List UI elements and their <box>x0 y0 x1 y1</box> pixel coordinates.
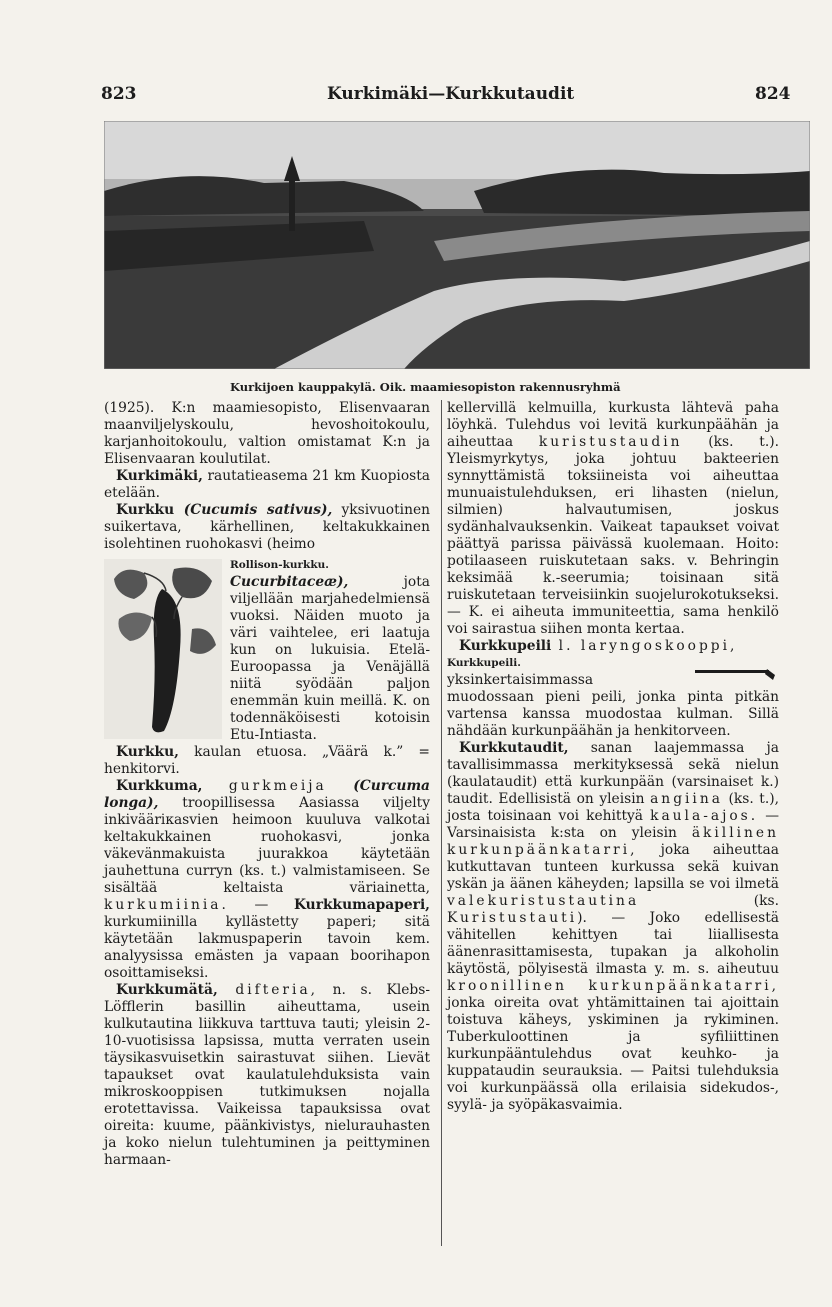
spaced-term: Kuristustauti <box>447 910 578 926</box>
running-title: Kurkimäki—Kurkkutaudit <box>327 84 575 104</box>
column-rule <box>441 400 442 1246</box>
spaced-term: valekuristustautina <box>447 893 640 909</box>
entry-text: troopillisessa Aasiassa viljelty inkivääriкasvien heimoon kuuluva valkotai keltakukkainen ruohokasvi, jonka väkevänmakuista juurakkoa käytetään jauhettuna curryn (ks. t.) valmistamiseen. Se sisältää keltaista väriainetta, <box>104 795 430 896</box>
entry-text: yksinkertaisimmassa muodossaan pieni peili, jonka pinta pitkän vartensa kanssa muodostaa kulman. Sillä nähdään kurkunpäähän ja henkitorveen. <box>447 672 779 739</box>
entry-headword: Kurkkupeili <box>459 638 552 654</box>
left-column <box>104 400 430 1169</box>
entry-kurkkutaudit <box>447 740 779 1114</box>
entry-text: kurkumiinilla kyllästetty paperi; sitä käytetään lakmuspaperin tavoin kem. analyysissa emästen ja vapaan boorihapon osoittamiseksi. <box>104 914 430 981</box>
entry-text: ). — Joko edellisestä vähitellen kehittyen tai liiallisesta äänenrasittamisesta, tupakan ja alkoholin käytöstä, pölyisestä ilmasta y. m. s. aiheutuu <box>447 910 779 977</box>
spaced-term: l. laryngoskooppi, <box>551 638 738 654</box>
spaced-term: kurkumiinia. <box>104 897 229 913</box>
entry-text: jota viljellään marjahedelmiensä vuoksi. Näiden muoto ja väri vaihtelee, eri laatuja kun on lukuisia. Etelä-Euroopassa ja Venäjällä niitä syödään paljon enemmän kuin meillä. K. on todennäköisesti kotoisin Etu-Intiasta. <box>230 574 430 743</box>
entry-text: yksivuotinen suikertava, kärhellinen, keltakukkainen isolehtinen ruohokasvi (heimo <box>104 502 431 552</box>
right-column <box>447 400 779 1114</box>
spaced-term: gurkmeija <box>202 778 354 794</box>
cucumber-figure <box>104 559 222 739</box>
village-photograph <box>104 121 810 369</box>
laryngoscope-illustration <box>695 667 779 681</box>
entry-kurkkupeili <box>447 638 779 655</box>
entry-headword: Kurkku <box>116 502 175 518</box>
entry-headword: Kurkku, <box>116 744 179 760</box>
cucumber-illustration <box>104 559 222 739</box>
entry-kurkku-2 <box>104 744 430 778</box>
entry-kurkku <box>104 502 430 553</box>
entry-text: (ks. t.). Yleismyrkytys, joka johtuu bakteerien synnyttämistä toksiineista voi aiheuttaa munuaistulehduksen, eri lihasten (nielun, silmien) halvautumisen, joskus sydänhalvauksenkin. Vaikeat tapaukset voivat päättyä parissa päivässä kuolemaan. Hoito: potilaaseen ruiskutetaan saks. v. Behringin keksimää k.-seerumia; toisinaan sitä ruiskutetaan terveisiinkin suojelurokotukseksi. — K. ei aiheuta immuniteettia, sama henkilö voi sairastua siihen monta kertaa. <box>447 434 779 637</box>
entry-headword: Kurkkutaudit, <box>459 740 569 756</box>
page-number-right: 824 <box>755 84 791 104</box>
entry-text: sanan laajemmassa ja tavallisimmassa merkityksessä sekä nielun (kaulataudit) että kurkunpään (varsinaiset k.) taudit. Edellisistä on yleisin <box>447 740 779 807</box>
entry-text: (ks. <box>639 893 779 909</box>
spaced-term: kuristustaudin <box>538 434 683 450</box>
entry-headword: Kurkimäki, <box>116 468 203 484</box>
entry-kurkkumata <box>104 982 430 1169</box>
entry-text: jonka oireita ovat yhtämittainen tai ajoittain toistuva käheys, yskiminen ja rykiminen. Tuberkuloottinen ja syfiliittinen kurkunpääntulehdus ovat keuhko- ja kuppataudin seurauksia. — Paitsi tulehduksia voi kurkunpäässä olla erilaisia sidekudos-, syylä- ja syöpäkasvaimia. <box>447 995 779 1113</box>
spaced-term: kroonillinen kurkunpäänkatarri, <box>447 978 779 994</box>
figure-caption: Kurkkupeili. <box>447 657 521 669</box>
entry-text: joka aiheuttaa kutkuttavan tunteen kurkussa sekä kuivan yskän ja äänen käheyden; lapsilla se voi ilmetä <box>447 842 779 892</box>
entry-headword: Kurkkumapaperi, <box>293 897 430 913</box>
paragraph: (1925). K:n maamiesopisto, Elisenvaaran maanviljelyskoulu, hevoshoitokoulu, karjanhoitokoulu, valtion omistamat K:n ja Elisenvaaran koulutilat. <box>104 400 430 467</box>
page-number-left: 823 <box>101 84 137 104</box>
photo-caption: Kurkijoen kauppakylä. Oik. maamiesopiston rakennusryhmä <box>230 380 621 394</box>
entry-kurkimaki <box>104 468 430 502</box>
latin-name: (Cucumis sativus), <box>174 502 333 518</box>
figure-caption: Rollison-kurkku. <box>230 559 329 571</box>
entry-text: n. s. Klebs-Löfflerin basillin aiheuttama, usein kulkutautina liikkuva tarttuva tauti; yleisin 2-10-vuotisissa lapsissa, mutta verraten usein täysikasvuisetkin sairastuvat siihen. Lievät tapaukset ovat kaulatulehduksista vain mikroskooppisen tutkimuksen nojalla erotettavissa. Vaikeissa tapauksissa ovat oireita: kuume, päänkivistys, nielurauhasten ja koko nielun tulehtuminen ja peittyminen harmaan- <box>104 982 430 1168</box>
entry-text: (ks. t.), josta toisinaan voi kehittyä <box>447 791 779 824</box>
entry-kurkkuma <box>104 778 430 982</box>
spaced-term: kaula-ajos. <box>650 808 759 824</box>
spaced-term: difteria, <box>217 982 319 998</box>
paragraph <box>447 400 779 638</box>
entry-headword: Kurkkuma, <box>116 778 203 794</box>
entry-text: — <box>228 897 294 913</box>
entry-text: kellervillä kelmuilla, kurkusta lähtevä paha löyhkä. Tulehdus voi levitä kurkunpäähän ja aiheuttaa <box>447 400 779 450</box>
entry-text: kaulan etuosa. „Väärä k.” = henkitorvi. <box>104 744 430 777</box>
latin-name: (Curcuma longa), <box>104 778 430 811</box>
entry-text: — Varsinaisista k:sta on yleisin <box>447 808 779 841</box>
spaced-term: angiina <box>650 791 723 807</box>
laryngoscope-figure <box>673 667 779 681</box>
spaced-term: äkillinen kurkunpäänkatarri, <box>447 825 779 858</box>
family-name: Cucurbitaceæ), <box>230 574 349 590</box>
entry-headword: Kurkkumätä, <box>116 982 218 998</box>
entry-text: rautatieasema 21 km Kuopiosta etelään. <box>104 468 430 501</box>
